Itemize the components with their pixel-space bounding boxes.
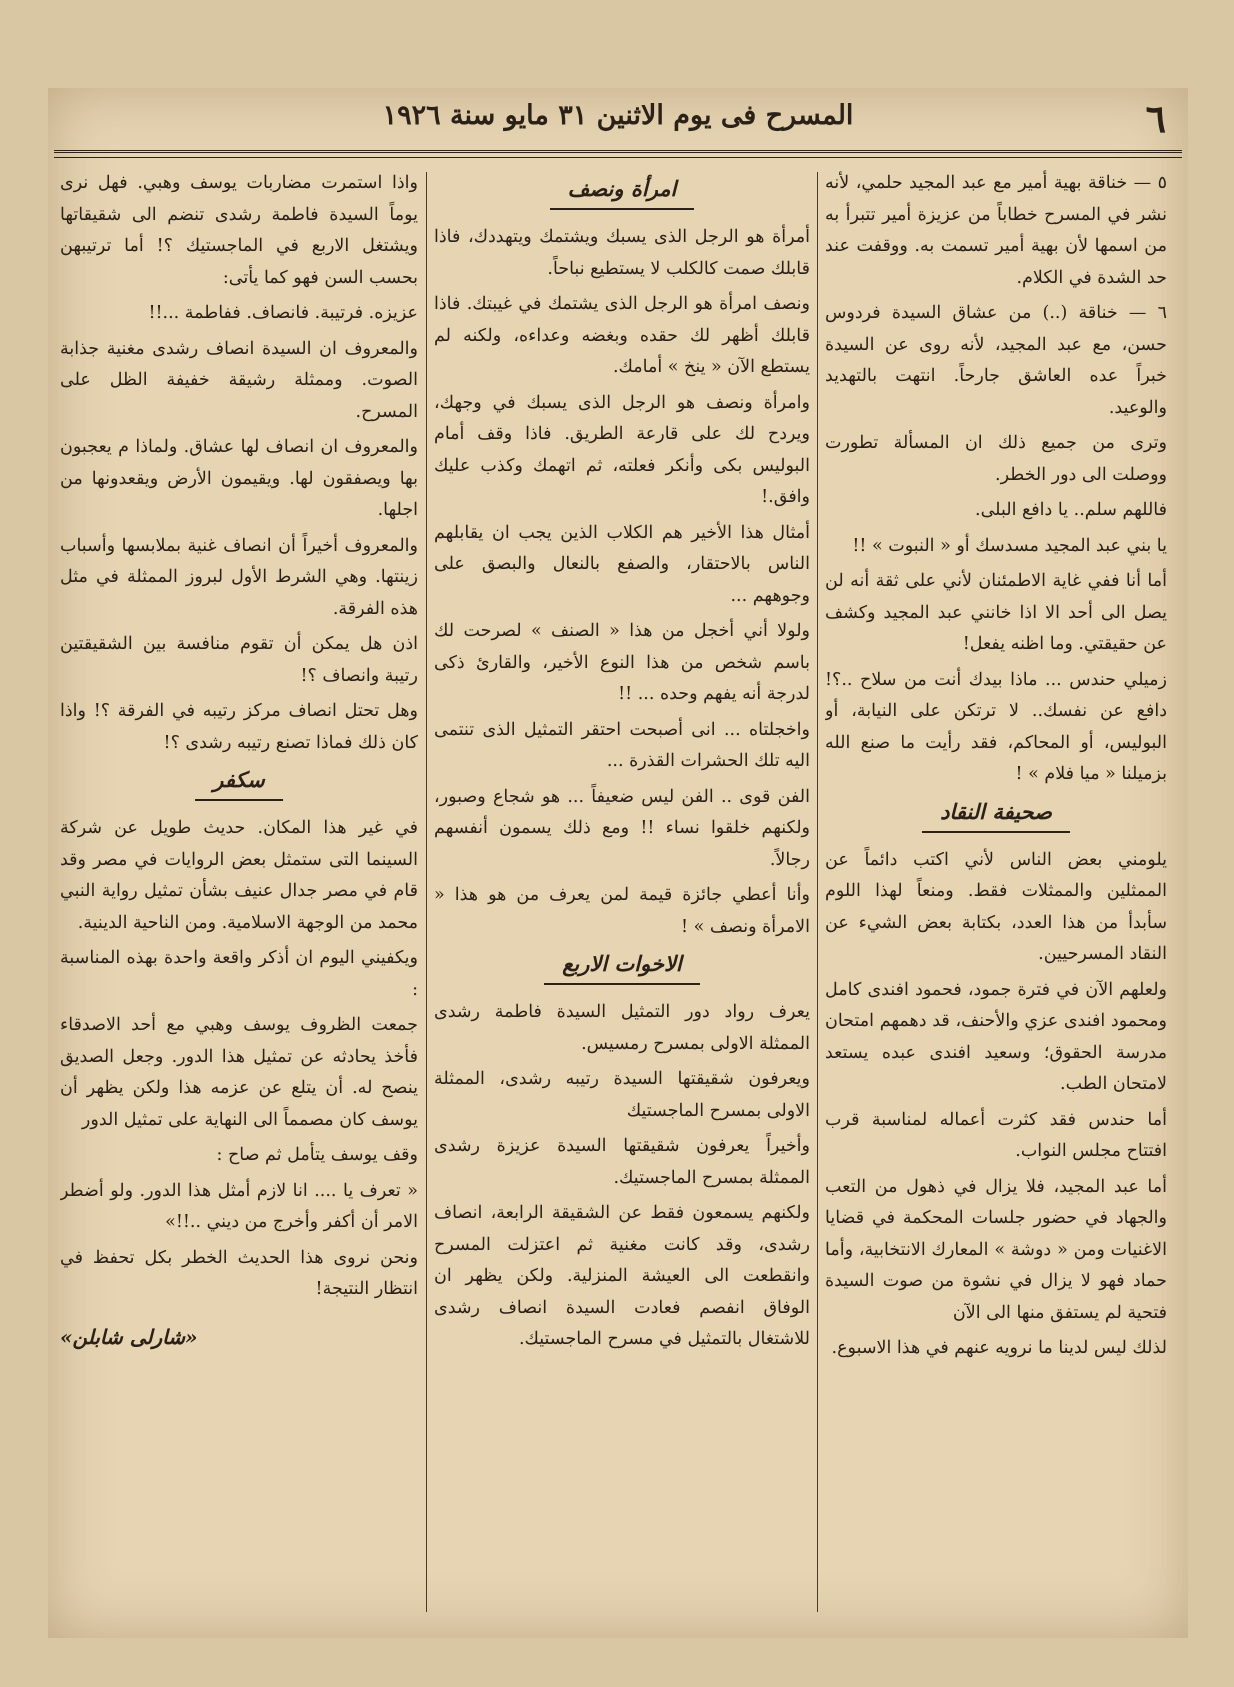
article-heading xyxy=(60,763,418,801)
article-paragraph: ٦ — خناقة (..) من عشاق السيدة فردوس حسن، مع عبد المجيد، لأنه روى عن السيدة خبراً عده العاشق جارحاً. انتهت بالتهديد والوعيد. xyxy=(825,303,1167,418)
article-paragraph: والمعروف ان السيدة انصاف رشدى مغنية جذابة الصوت. وممثلة رشيقة خفيفة الظل على المسرح. xyxy=(60,338,418,422)
article-paragraph: لذلك ليس لدينا ما نرويه عنهم في هذا الاسبوع. xyxy=(831,1338,1167,1358)
left-column xyxy=(60,168,418,1618)
article-paragraph: أمثال هذا الأخير هم الكلاب الذين يجب ان يقابلهم الناس بالاحتقار، والصفع بالنعال والبصق على وجوههم ... xyxy=(434,522,810,606)
article-paragraph: واخجلتاه ... انى أصبحت احتقر التمثيل الذى تنتمى اليه تلك الحشرات القذرة ... xyxy=(434,719,810,771)
article-heading xyxy=(434,172,810,210)
article-paragraph: وأخيراً يعرفون شقيقتها السيدة عزيزة رشدى الممثلة بمسرح الماجستيك. xyxy=(434,1136,810,1188)
article-paragraph: ٥ — خناقة بهية أمير مع عبد المجيد حلمي، لأنه نشر في المسرح خطاباً من عزيزة أمير تتبرأ به من اسمها لأن بهية أمير تسمت به. ووقفت عند حد الشدة في الكلام. xyxy=(825,173,1167,288)
header-rule xyxy=(54,150,1182,158)
article-heading xyxy=(434,947,810,985)
article-paragraph: ولعلهم الآن في فترة جمود، فحمود افندى كامل ومحمود افندى عزي والأحنف، قد دهمهم امتحان مدرسة الحقوق؛ وسعيد افندى عبده يستعد لامتحان الطب. xyxy=(825,979,1167,1094)
right-column xyxy=(825,168,1167,1618)
article-paragraph: في غير هذا المكان. حديث طويل عن شركة السينما التى ستمثل بعض الروايات في مصر وقد قام في مصر جدال عنيف بشأن تمثيل رواية النبي محمد من الوجهة الاسلامية. ومن الناحية الدينية. xyxy=(60,818,418,933)
article-paragraph: وهل تحتل انصاف مركز رتيبه في الفرقة ؟! واذا كان ذلك فماذا تصنع رتيبه رشدى ؟! xyxy=(60,701,418,753)
article-paragraph: جمعت الظروف يوسف وهبي مع أحد الاصدقاء فأخذ يحادثه عن تمثيل هذا الدور. وجعل الصديق ينصح له. أن يتلع عن عزمه هذا ولكن يظهر أن يوسف كان مصمماً الى النهاية على تمثيل الدور xyxy=(60,1015,418,1130)
article-heading-text: الاخوات الاربع xyxy=(544,947,700,985)
article-paragraph: يلومني بعض الناس لأني اكتب دائماً عن الممثلين والممثلات فقط. ومنعاً لهذا اللوم سأبدأ من هذا العدد، بكتابة بعض الشيء عن النقاد المسرحيين. xyxy=(825,849,1167,964)
article-paragraph: فاللهم سلم.. يا دافع البلى. xyxy=(975,500,1167,520)
article-paragraph: ويعرفون شقيقتها السيدة رتيبه رشدى، الممثلة الاولى بمسرح الماجستيك xyxy=(434,1069,810,1121)
article-paragraph: زميلي حندس ... ماذا بيدك أنت من سلاح ..؟! دافع عن نفسك.. لا ترتكن على النيابة، أو البوليس، أو المحاكم، فقد رأيت ما صنع الله بزميلنا « ميا فلام » ! xyxy=(825,669,1167,784)
article-paragraph: اذن هل يمكن أن تقوم منافسة بين الشقيقتين رتيبة وانصاف ؟! xyxy=(60,634,418,686)
newspaper-page xyxy=(48,88,1188,1638)
article-heading xyxy=(825,795,1167,833)
article-heading-text: سكفر xyxy=(195,763,282,801)
column-divider xyxy=(426,172,427,1612)
article-paragraph: ويكفيني اليوم ان أذكر واقعة واحدة بهذه المناسبة : xyxy=(60,948,418,1000)
article-paragraph: واذا استمرت مضاربات يوسف وهبي. فهل نرى يوماً السيدة فاطمة رشدى تنضم الى شقيقاتها ويشتغل الاربع في الماجستيك ؟! أما ترتيبهن بحسب السن فهو كما يأتى: xyxy=(60,173,418,288)
article-paragraph: الفن قوى .. الفن ليس ضعيفاً ... هو شجاع وصبور، ولكنهم خلقوا نساء !! ومع ذلك يسمون أنفسهم رجالاً. xyxy=(434,786,810,870)
article-paragraph: أما عبد المجيد، فلا يزال في ذهول من التعب والجهاد في حضور جلسات المحكمة في قضايا الاغنيات ومن « دوشة » المعارك الانتخابية، وأما حماد فهو لا يزال في نشوة من صوت السيدة فتحية لم يستفق منها الى الآن xyxy=(825,1176,1167,1323)
author-signature: «شارلى شابلن» xyxy=(60,1324,198,1349)
article-paragraph: ونصف امرأة هو الرجل الذى يشتمك في غيبتك. فاذا قابلك أظهر لك حقده وبغضه وعداءه، ولكنه لم يستطع الآن « ينخ » أمامك. xyxy=(434,294,810,377)
article-paragraph: والمعروف ان انصاف لها عشاق. ولماذا م يعجبون بها ويصفقون لها. ويقيمون الأرض ويقعدونها من اجلها. xyxy=(60,437,418,520)
article-paragraph: وأنا أعطي جائزة قيمة لمن يعرف من هو هذا « الامرأة ونصف » ! xyxy=(434,885,810,937)
article-paragraph: ولكنهم يسمعون فقط عن الشقيقة الرابعة، انصاف رشدى، وقد كانت مغنية ثم اعتزلت المسرح وانقطعت الى العيشة المنزلية. ولكن يظهر ان الوفاق انفصم فعادت السيدة انصاف رشدى للاشتغال بالتمثيل في مسرح الماجستيك. xyxy=(434,1203,810,1349)
column-divider xyxy=(817,172,818,1612)
article-paragraph: وترى من جميع ذلك ان المسألة تطورت ووصلت الى دور الخطر. xyxy=(825,433,1167,485)
article-paragraph: أما أنا ففي غاية الاطمئنان لأني على ثقة أنه لن يصل الى أحد الا اذا خانني عبد المجيد وكشف عن حقيقتي. وما اظنه يفعل! xyxy=(825,571,1167,654)
article-heading-text: صحيفة النقاد xyxy=(922,795,1070,833)
article-paragraph: أمرأة هو الرجل الذى يسبك ويشتمك ويتهددك، فاذا قابلك صمت كالكلب لا يستطيع نباحاً. xyxy=(434,227,810,279)
article-paragraph: عزيزه. فرتيبة. فانصاف. ففاطمة ...!! xyxy=(148,303,418,323)
page-header xyxy=(48,88,1188,150)
article-paragraph: يعرف رواد دور التمثيل السيدة فاطمة رشدى الممثلة الاولى بمسرح رمسيس. xyxy=(434,1002,810,1054)
article-paragraph: والمعروف أخيراً أن انصاف غنية بملابسها وأسباب زينتها. وهي الشرط الأول لبروز الممثلة في مثل هذه الفرقة. xyxy=(60,535,418,619)
article-paragraph: يا بني عبد المجيد مسدسك أو « النبوت » !! xyxy=(852,535,1167,556)
article-paragraph: وقف يوسف يتأمل ثم صاح : xyxy=(216,1145,418,1165)
middle-column xyxy=(434,168,810,1618)
article-paragraph: ونحن نروى هذا الحديث الخطر بكل تحفظ في انتظار النتيجة! xyxy=(60,1247,418,1299)
article-paragraph: أما حندس فقد كثرت أعماله لمناسبة قرب افتتاح مجلس النواب. xyxy=(825,1109,1167,1161)
article-paragraph: وامرأة ونصف هو الرجل الذى يسبك في وجهك، ويردح لك على قارعة الطريق. فاذا وقف أمام البوليس بكى وأنكر فعلته، ثم اتهمك وكذب عليك وافق.! xyxy=(434,392,810,507)
article-paragraph: « تعرف يا .... انا لازم أمثل هذا الدور. ولو أضطر الامر أن أكفر وأخرج من ديني ..!!» xyxy=(60,1180,418,1232)
article-heading-text: امرأة ونصف xyxy=(550,172,695,210)
page-header-title: المسرح فى يوم الاثنين ٣١ مايو سنة ١٩٢٦ xyxy=(382,100,854,131)
article-paragraph: ولولا أني أخجل من هذا « الصنف » لصرحت لك باسم شخص من هذا النوع الأخير، والقارئ ذكى لدرجة أنه يفهم وحده ... !! xyxy=(434,621,810,704)
page-number: ٦ xyxy=(1145,96,1166,141)
